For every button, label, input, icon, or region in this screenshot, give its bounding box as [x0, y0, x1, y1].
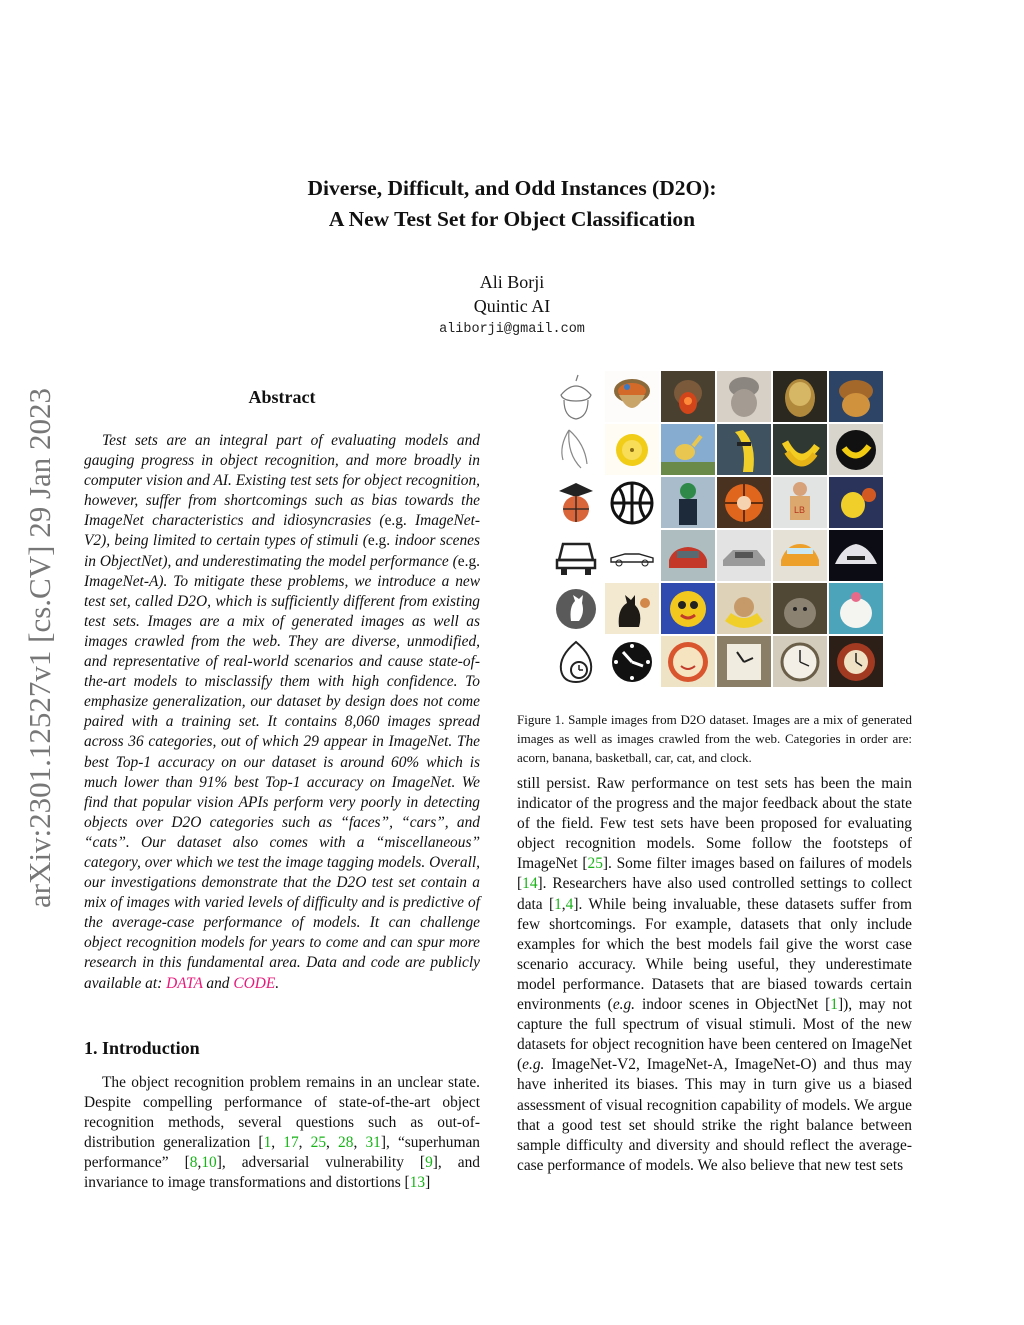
- clock-ornate-image: [829, 636, 883, 687]
- title-line-2: A New Test Set for Object Classification: [328, 207, 696, 231]
- basketball-pikachu-image: [829, 477, 883, 528]
- cat-cartoon-image: [661, 583, 715, 634]
- figure-1-image-grid: [549, 371, 883, 693]
- citation-link[interactable]: 28: [338, 1134, 354, 1152]
- banana-sketch-image: [549, 424, 603, 475]
- cat-banana-image: [717, 583, 771, 634]
- citation-link[interactable]: 1: [830, 996, 838, 1014]
- banana-character-image: [717, 424, 771, 475]
- citation-link[interactable]: 4: [565, 895, 574, 913]
- acorn-cartoon-image: [605, 371, 659, 422]
- acorn-sculpture-image: [717, 371, 771, 422]
- citation-link[interactable]: 17: [283, 1134, 299, 1152]
- citation-link[interactable]: 8: [189, 1154, 198, 1172]
- citation-link[interactable]: 13: [409, 1174, 426, 1192]
- car-dark-image: [829, 530, 883, 581]
- citation-link[interactable]: 31: [365, 1134, 381, 1152]
- citation-link[interactable]: 9: [425, 1154, 433, 1172]
- citation-link[interactable]: 10: [201, 1154, 217, 1172]
- citation-link[interactable]: 1: [554, 895, 562, 913]
- banana-plate-image: [829, 424, 883, 475]
- acorn-dark-photo: [661, 371, 715, 422]
- cat-white-image: [829, 583, 883, 634]
- acorn-blue-image: [829, 371, 883, 422]
- clock-face-image: [661, 636, 715, 687]
- citation-link[interactable]: 25: [310, 1134, 327, 1152]
- acorn-sketch-image: [549, 371, 603, 422]
- abstract-body: Test sets are an integral part of evaluating models and gauging progress in object recognition, and more broadly in computer vision and AI. Existing test sets for object recognition, however, suffer from shortcomings such as bias towards the ImageNet characteristics and idiosyncrasies (e.g. ImageNet-V2), being limited to certain types of stimuli (e.g. indoor scenes in ObjectNet), and underestimating the model performance (e.g. ImageNet-A). To mitigate these problems, we introduce a new test set, called D2O, which is sufficiently different from existing test sets. Images are a mix of generated images as well as images crawled from the web. They are diverse, unmodified, and representative of real-world scenarios and cause state-of-the-art models to misclassify them with high confidence. To emphasize generalization, our dataset by design does not come paired with a training set. It contains 8,060 images spread across 36 categories, out of which 29 appear in ImageNet. The best Top-1 accuracy on our dataset is around 60% which is much lower than 91% best Top-1 accuracy on ImageNet. We find that popular vision APIs perform very poorly in detecting objects over D2O categories such as “faces”, “cars”, and “cats”. Our dataset also comes with a “miscellaneous” category, over which we test the image tagging models. Overall, our investigations demonstrate that the D2O test set contain a mix of images with varied levels of difficulty and is predictive of the average-case performance of models. It can challenge object recognition models for years to come and can spur more research in this fundamental area. Data and code are publicly available at: DATA and CODE.: [84, 432, 481, 992]
- paper-title: [0, 173, 1024, 235]
- author-email: aliborji@gmail.com: [439, 322, 585, 337]
- basketball-outline-image: [605, 477, 659, 528]
- acorn-textured-image: [773, 371, 827, 422]
- abstract-heading: Abstract: [248, 387, 316, 407]
- banana-bird-image: [661, 424, 715, 475]
- citation-link[interactable]: 25: [587, 855, 603, 873]
- clock-gears-image: [773, 636, 827, 687]
- right-column-body: still persist. Raw performance on test sets has been the main indicator of the progress and the major feedback about the state of the field. Few test sets have been proposed for evaluating object recognition models. Some follow the footsteps of ImageNet [25]. Some filter images based on failures of models [14]. Researchers have also used controlled settings to collect data [1,4]. While being invaluable, these datasets suffer from few shortcomings. For example, datasets that only include examples for which the best models fail give the worst case scenario accuracy. While being useful, they underestimate model performance. Datasets that are biased towards certain environments (e.g. indoor scenes in ObjectNet [1]), may not capture the full spectrum of visual stimuli. Most of the new datasets for object recognition have been centered on ImageNet (e.g. ImageNet-V2, ImageNet-A, ImageNet-O) and thus may have inherited its biases. This may in turn give us a biased assessment of visual recognition capability of models. We argue that a good test set should strike the right balance between sample difficulty and diversity and should reflect the average-case performance of models. We also believe that new test sets: [517, 775, 912, 1174]
- car-racecar-sketch: [605, 530, 659, 581]
- basketball-icon-image: [549, 477, 603, 528]
- clock-outline-icon: [549, 636, 603, 687]
- introduction-body: The object recognition problem remains in an unclear state. Despite compelling performance of state-of-the-art object recognition methods, several questions such as out-of-distribution generalization [1, 17, 25, 28, 31], “superhuman performance” [8,10], adversarial vulnerability [9], and invariance to image transformations and distortions [13]: [84, 1074, 480, 1192]
- code-link[interactable]: CODE: [233, 974, 276, 992]
- section-heading-introduction: 1. Introduction: [84, 1038, 200, 1058]
- title-line-1: Diverse, Difficult, and Odd Instances (D2O):: [307, 176, 717, 200]
- car-bread-image: [773, 530, 827, 581]
- clock-wall-image: [717, 636, 771, 687]
- data-link[interactable]: DATA: [166, 974, 203, 992]
- basketball-figure-image: [661, 477, 715, 528]
- citation-link[interactable]: 1: [263, 1134, 272, 1152]
- basketball-ball-image: [717, 477, 771, 528]
- citation-link[interactable]: 14: [522, 875, 538, 893]
- clock-black-icon: [605, 636, 659, 687]
- banana-slice-image: [605, 424, 659, 475]
- arxiv-side-stamp: arXiv:2301.12527v1 [cs.CV] 29 Jan 2023: [22, 387, 57, 909]
- author-name: Ali Borji: [479, 272, 545, 292]
- banana-bunch-image: [773, 424, 827, 475]
- basketball-player-image: [773, 477, 827, 528]
- svg-text:LB: LB: [794, 505, 806, 515]
- car-red-photo: [661, 530, 715, 581]
- figure-1-caption: Figure 1. Sample images from D2O dataset. Images are a mix of generated images as well as images crawled from the web. Categories in order are: acorn, banana, basketball, car, cat, and clock.: [517, 712, 912, 765]
- car-icon-image: [549, 530, 603, 581]
- cat-circle-icon: [549, 583, 603, 634]
- car-sketch-photo: [717, 530, 771, 581]
- cat-silhouette-image: [605, 583, 659, 634]
- cat-photo-image: [773, 583, 827, 634]
- affiliation: Quintic AI: [473, 296, 551, 316]
